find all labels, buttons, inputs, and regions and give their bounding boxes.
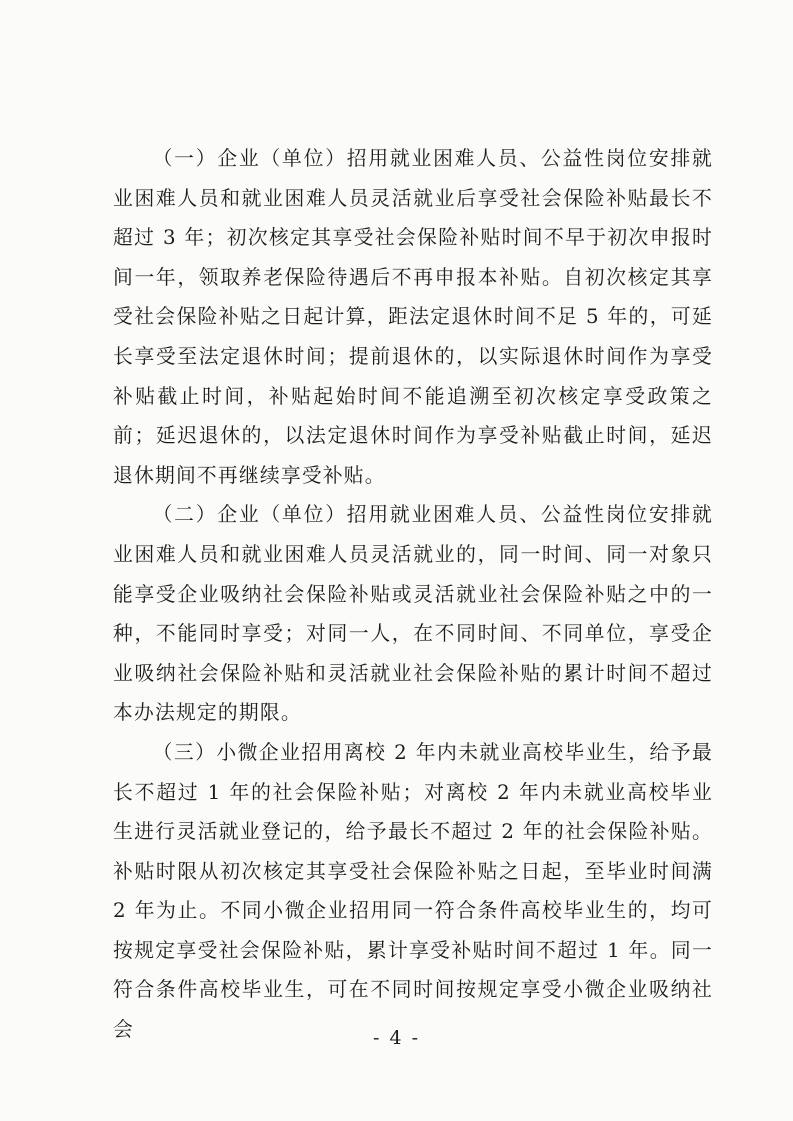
paragraph-1: （一）企业（单位）招用就业困难人员、公益性岗位安排就业困难人员和就业困难人员灵活就业后享受社会保险补贴最长不超过 3 年；初次核定其享受社会保险补贴时间不早于初次申报时间一年，领取养老保险待遇后不再申报本补贴。自初次核定其享受社会保险补贴之日起计算，距法定退休时间不足 5 年的，可延长享受至法定退休时间；提前退休的，以实际退休时间作为享受补贴截止时间，补贴起始时间不能追溯至初次核定享受政策之前；延迟退休的，以法定退休时间作为享受补贴截止时间，延迟退休期间不再继续享受补贴。 bbox=[113, 147, 713, 487]
paragraph-3: （三）小微企业招用离校 2 年内未就业高校毕业生，给予最长不超过 1 年的社会保险补贴；对离校 2 年内未就业高校毕业生进行灵活就业登记的，给予最长不超过 2 年的社会保险补贴。补贴时限从初次核定其享受社会保险补贴之日起，至毕业时间满 2 年为止。不同小微企业招用同一符合条件高校毕业生的，均可按规定享受社会保险补贴，累计享受补贴时间不超过 1 年。同一符合条件高校毕业生，可在不同时间按规定享受小微企业吸纳社会 bbox=[113, 740, 713, 1042]
document-body bbox=[113, 139, 713, 1050]
page-number: - 4 - bbox=[372, 1027, 420, 1049]
paragraph-2: （二）企业（单位）招用就业困难人员、公益性岗位安排就业困难人员和就业困难人员灵活就业的，同一时间、同一对象只能享受企业吸纳社会保险补贴或灵活就业社会保险补贴之中的一种，不能同时享受；对同一人，在不同时间、不同单位，享受企业吸纳社会保险补贴和灵活就业社会保险补贴的累计时间不超过本办法规定的期限。 bbox=[113, 503, 713, 725]
